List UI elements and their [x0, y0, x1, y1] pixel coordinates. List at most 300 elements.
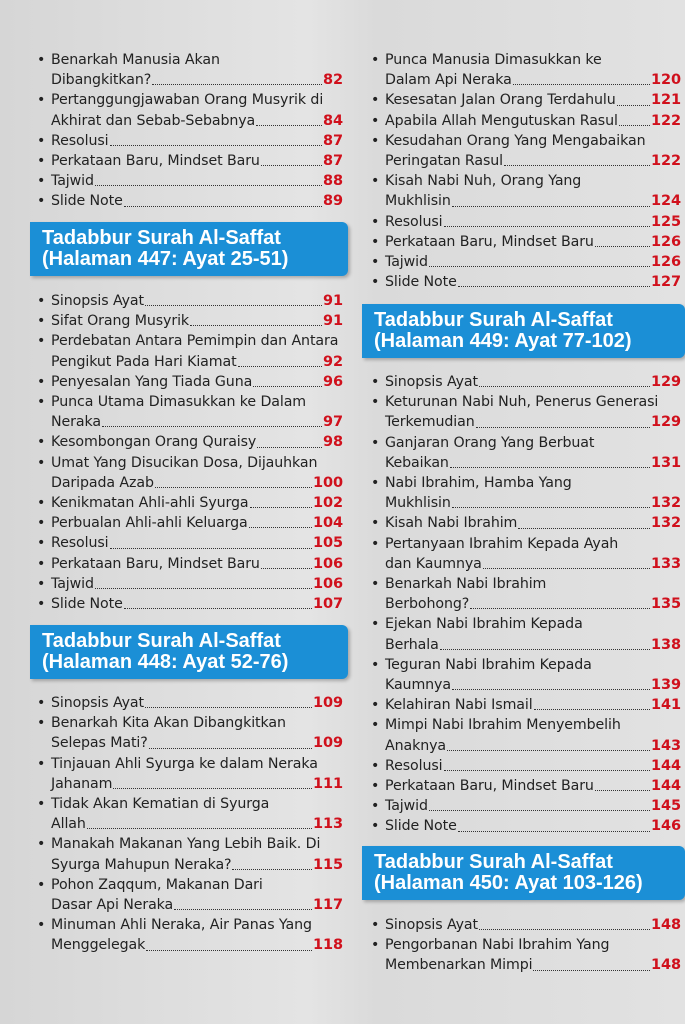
- page-number: 144: [651, 757, 681, 774]
- dot-leader: [110, 145, 323, 146]
- toc-list: [350, 50, 685, 292]
- page-number: 109: [313, 735, 343, 752]
- bullet-icon: •: [37, 52, 46, 68]
- toc-entry: [365, 111, 681, 131]
- bullet-icon: •: [371, 92, 380, 109]
- toc-entry: [31, 191, 343, 211]
- bullet-icon: •: [37, 495, 46, 512]
- entry-title: Perkataan Baru, Mindset Baru: [385, 233, 594, 250]
- entry-title: Kesombongan Orang Quraisy: [51, 434, 257, 451]
- page-number: 91: [323, 313, 343, 330]
- page-number: 132: [651, 495, 681, 512]
- entry-title: Sinopsis Ayat: [385, 374, 478, 390]
- page-number: 92: [323, 353, 343, 370]
- page-number: 120: [651, 72, 681, 89]
- dot-leader: [232, 869, 312, 870]
- bullet-icon: •: [37, 173, 46, 190]
- page-number: 82: [323, 72, 343, 89]
- dot-leader: [479, 929, 650, 930]
- page-number: 122: [651, 153, 681, 170]
- entry-title: Membenarkan Mimpi: [385, 957, 533, 974]
- entry-title: Mimpi Nabi Ibrahim Menyembelih: [385, 717, 621, 734]
- entry-title: Tajwid: [51, 575, 94, 592]
- entry-title: Benarkah Kita Akan Dibangkitkan: [51, 715, 286, 732]
- entry-title: Ganjaran Orang Yang Berbuat: [385, 434, 595, 451]
- bullet-icon: •: [371, 213, 380, 230]
- bullet-icon: •: [371, 697, 380, 714]
- entry-title: Peringatan Rasul: [385, 153, 503, 170]
- page-number: 104: [313, 515, 343, 532]
- entry-title: Keturunan Nabi Nuh, Penerus Generasi: [385, 394, 659, 411]
- page-number: 115: [313, 856, 343, 873]
- dot-leader: [452, 507, 650, 508]
- entry-title: Resolusi: [385, 757, 443, 774]
- entry-title: Perbualan Ahli-ahli Keluarga: [51, 515, 248, 532]
- entry-title: Kebaikan: [385, 454, 449, 471]
- toc-entry: [31, 754, 343, 794]
- toc-entry: [365, 433, 681, 473]
- toc-entry: [365, 776, 681, 796]
- dot-leader: [429, 810, 650, 811]
- page-number: 135: [651, 596, 681, 613]
- bullet-icon: •: [371, 254, 380, 271]
- bullet-icon: •: [371, 616, 380, 633]
- page-number: 146: [651, 818, 681, 835]
- entry-title: Pertanggungjawaban Orang Musyrik di: [51, 92, 324, 109]
- dot-leader: [429, 266, 650, 267]
- dot-leader: [261, 568, 312, 569]
- entry-title: Kesesatan Jalan Orang Terdahulu: [385, 92, 616, 109]
- bullet-icon: •: [37, 836, 46, 853]
- page-number: 105: [313, 535, 343, 552]
- dot-leader: [256, 125, 322, 126]
- toc-entry: [365, 513, 681, 533]
- toc-entry: [31, 713, 343, 753]
- dot-leader: [479, 386, 650, 387]
- dot-leader: [447, 750, 650, 751]
- page-number: 125: [651, 213, 681, 230]
- page-number: 109: [313, 695, 343, 711]
- toc-entry: [365, 614, 681, 654]
- toc-entry: [31, 291, 343, 311]
- toc-entry: [31, 50, 343, 90]
- entry-title: Tinjauan Ahli Syurga ke dalam Neraka: [51, 755, 318, 772]
- page-number: 89: [323, 193, 343, 210]
- entry-title: Ejekan Nabi Ibrahim Kepada: [385, 616, 583, 633]
- toc-list: [0, 50, 350, 212]
- entry-title: Perdebatan Antara Pemimpin dan Antara: [51, 333, 339, 350]
- toc-list: [0, 291, 350, 614]
- toc-entry: [365, 715, 681, 755]
- bullet-icon: •: [37, 917, 46, 934]
- bullet-icon: •: [37, 575, 46, 592]
- bullet-icon: •: [371, 132, 380, 149]
- toc-entry: [31, 90, 343, 130]
- entry-title: Perkataan Baru, Mindset Baru: [51, 153, 260, 170]
- entry-title: Apabila Allah Mengutuskan Rasul: [385, 112, 618, 129]
- toc-entry: [365, 392, 681, 432]
- page-number: 91: [323, 293, 343, 309]
- toc-entry: [365, 534, 681, 574]
- page-number: 138: [651, 636, 681, 653]
- dot-leader: [249, 527, 312, 528]
- toc-entry: [31, 372, 343, 392]
- toc-entry: [31, 693, 343, 713]
- entry-title: Resolusi: [51, 132, 109, 149]
- bullet-icon: •: [37, 132, 46, 149]
- page-number: 131: [651, 454, 681, 471]
- toc-entry: [31, 834, 343, 874]
- dot-leader: [444, 226, 651, 227]
- entry-title: dan Kaumnya: [385, 555, 482, 572]
- toc-entry: [365, 695, 681, 715]
- page-number: 148: [651, 957, 681, 974]
- entry-title: Tajwid: [51, 173, 94, 190]
- toc-entry: [31, 594, 343, 614]
- dot-leader: [261, 165, 322, 166]
- bullet-icon: •: [37, 796, 46, 813]
- entry-title: Kesudahan Orang Yang Mengabaikan: [385, 132, 646, 149]
- section-header: [30, 222, 348, 276]
- bullet-icon: •: [37, 313, 46, 330]
- page-number: 129: [651, 374, 681, 390]
- dot-leader: [595, 790, 650, 791]
- dot-leader: [257, 447, 322, 448]
- toc-entry: [31, 513, 343, 533]
- dot-leader: [95, 185, 322, 186]
- toc-entry: [365, 252, 681, 272]
- section-subtitle: (Halaman 447: Ayat 25-51): [42, 248, 289, 270]
- dot-leader: [250, 507, 313, 508]
- toc-list: [350, 372, 685, 837]
- page-number: 106: [313, 555, 343, 572]
- bullet-icon: •: [371, 717, 380, 734]
- page-number: 126: [651, 254, 681, 271]
- toc-entry: [365, 131, 681, 171]
- entry-title: Teguran Nabi Ibrahim Kepada: [385, 656, 592, 673]
- entry-title: Sifat Orang Musyrik: [51, 313, 190, 330]
- toc-entry: [31, 875, 343, 915]
- toc-entry: [365, 272, 681, 292]
- entry-title: Sinopsis Ayat: [51, 695, 144, 711]
- toc-entry: [365, 816, 681, 836]
- section-header: [30, 625, 348, 679]
- page-number: 141: [651, 697, 681, 714]
- bullet-icon: •: [37, 876, 46, 893]
- bullet-icon: •: [371, 434, 380, 451]
- dot-leader: [534, 709, 650, 710]
- toc-list: [0, 693, 350, 956]
- entry-title: Daripada Azab: [51, 474, 154, 491]
- entry-title: Berbohong?: [385, 596, 470, 613]
- dot-leader: [253, 386, 322, 387]
- bullet-icon: •: [371, 818, 380, 835]
- page-number: 96: [323, 373, 343, 390]
- bullet-icon: •: [37, 373, 46, 390]
- bullet-icon: •: [37, 515, 46, 532]
- entry-title: Kaumnya: [385, 677, 451, 694]
- page-number: 97: [323, 414, 343, 431]
- entry-title: Dasar Api Neraka: [51, 897, 174, 914]
- entry-title: Neraka: [51, 414, 101, 431]
- toc-entry: [31, 392, 343, 432]
- page-number: 143: [651, 737, 681, 754]
- dot-leader: [476, 427, 650, 428]
- dot-leader: [518, 528, 650, 529]
- dot-leader: [102, 426, 322, 427]
- dot-leader: [152, 84, 322, 85]
- page-number: 88: [323, 173, 343, 190]
- entry-title: Syurga Mahupun Neraka?: [51, 856, 232, 873]
- entry-title: Punca Manusia Dimasukkan ke: [385, 52, 602, 68]
- dot-leader: [450, 467, 650, 468]
- toc-entry: [31, 131, 343, 151]
- bullet-icon: •: [37, 92, 46, 109]
- section-header: [362, 846, 685, 900]
- entry-title: Penyesalan Yang Tiada Guna: [51, 373, 253, 390]
- entry-title: Punca Utama Dimasukkan ke Dalam: [51, 394, 307, 411]
- section-title: Tadabbur Surah Al-Saffat: [374, 309, 613, 331]
- entry-title: Allah: [51, 816, 86, 833]
- entry-title: Minuman Ahli Neraka, Air Panas Yang: [51, 917, 312, 934]
- toc-list: [350, 915, 685, 976]
- dot-leader: [452, 206, 650, 207]
- entry-title: Perkataan Baru, Mindset Baru: [385, 778, 594, 795]
- dot-leader: [444, 770, 651, 771]
- entry-title: Pertanyaan Ibrahim Kepada Ayah: [385, 535, 619, 552]
- bullet-icon: •: [371, 515, 380, 532]
- entry-title: Pohon Zaqqum, Makanan Dari: [51, 876, 263, 893]
- page-number: 124: [651, 193, 681, 210]
- toc-entry: [365, 574, 681, 614]
- page-number: 139: [651, 677, 681, 694]
- bullet-icon: •: [37, 695, 46, 711]
- dot-leader: [470, 608, 650, 609]
- bullet-icon: •: [371, 798, 380, 815]
- toc-entry: [365, 935, 681, 975]
- toc-entry: [365, 372, 681, 392]
- dot-leader: [124, 206, 322, 207]
- entry-title: Perkataan Baru, Mindset Baru: [51, 555, 260, 572]
- bullet-icon: •: [37, 394, 46, 411]
- entry-title: Anaknya: [385, 737, 446, 754]
- page-number: 144: [651, 778, 681, 795]
- section-subtitle: (Halaman 448: Ayat 52-76): [42, 651, 289, 673]
- dot-leader: [145, 305, 322, 306]
- entry-title: Slide Note: [385, 274, 457, 291]
- toc-entry: [31, 311, 343, 331]
- toc-entry: [31, 574, 343, 594]
- dot-leader: [483, 568, 650, 569]
- dot-leader: [145, 707, 312, 708]
- toc-entry: [365, 473, 681, 513]
- page-number: 98: [323, 434, 343, 451]
- bullet-icon: •: [371, 52, 380, 68]
- entry-title: Kisah Nabi Nuh, Orang Yang: [385, 173, 582, 190]
- dot-leader: [452, 689, 650, 690]
- page-number: 127: [651, 274, 681, 291]
- bullet-icon: •: [37, 193, 46, 210]
- entry-title: Resolusi: [51, 535, 109, 552]
- toc-entry: [365, 212, 681, 232]
- entry-title: Dibangkitkan?: [51, 72, 152, 89]
- section-subtitle: (Halaman 449: Ayat 77-102): [374, 330, 632, 352]
- toc-entry: [31, 554, 343, 574]
- entry-title: Resolusi: [385, 213, 443, 230]
- entry-title: Mukhlisin: [385, 495, 451, 512]
- section-title: Tadabbur Surah Al-Saffat: [374, 851, 613, 873]
- dot-leader: [504, 165, 650, 166]
- bullet-icon: •: [37, 293, 46, 309]
- toc-entry: [365, 90, 681, 110]
- page-number: 145: [651, 798, 681, 815]
- entry-title: Berhala: [385, 636, 439, 653]
- dot-leader: [113, 788, 312, 789]
- section-title: Tadabbur Surah Al-Saffat: [42, 227, 281, 249]
- dot-leader: [513, 84, 650, 85]
- bullet-icon: •: [371, 535, 380, 552]
- toc-entry: [365, 50, 681, 90]
- toc-entry: [365, 756, 681, 776]
- bullet-icon: •: [371, 576, 380, 593]
- entry-title: Pengikut Pada Hari Kiamat: [51, 353, 237, 370]
- entry-title: Benarkah Manusia Akan: [51, 52, 220, 68]
- toc-entry: [31, 493, 343, 513]
- dot-leader: [174, 909, 312, 910]
- entry-title: Pengorbanan Nabi Ibrahim Yang: [385, 937, 610, 954]
- bullet-icon: •: [371, 394, 380, 411]
- page-number: 100: [313, 474, 343, 491]
- toc-entry: [31, 432, 343, 452]
- bullet-icon: •: [37, 333, 46, 350]
- bullet-icon: •: [37, 535, 46, 552]
- entry-title: Kenikmatan Ahli-ahli Syurga: [51, 495, 249, 512]
- dot-leader: [440, 649, 650, 650]
- toc-entry: [31, 151, 343, 171]
- section-header: [362, 304, 685, 358]
- entry-title: Manakah Makanan Yang Lebih Baik. Di: [51, 836, 321, 853]
- entry-title: Slide Note: [51, 193, 123, 210]
- entry-title: Menggelegak: [51, 937, 146, 954]
- section-title: Tadabbur Surah Al-Saffat: [42, 630, 281, 652]
- toc-entry: [31, 331, 343, 371]
- page-number: 118: [313, 937, 343, 954]
- bullet-icon: •: [371, 917, 380, 933]
- dot-leader: [190, 325, 322, 326]
- bullet-icon: •: [371, 475, 380, 492]
- page-number: 126: [651, 233, 681, 250]
- bullet-icon: •: [371, 778, 380, 795]
- bullet-icon: •: [371, 757, 380, 774]
- bullet-icon: •: [371, 233, 380, 250]
- entry-title: Mukhlisin: [385, 193, 451, 210]
- entry-title: Sinopsis Ayat: [385, 917, 478, 933]
- entry-title: Tajwid: [385, 254, 428, 271]
- dot-leader: [458, 831, 650, 832]
- entry-title: Nabi Ibrahim, Hamba Yang: [385, 475, 572, 492]
- dot-leader: [533, 970, 650, 971]
- page-number: 113: [313, 816, 343, 833]
- dot-leader: [619, 125, 650, 126]
- page-number: 148: [651, 917, 681, 933]
- entry-title: Benarkah Nabi Ibrahim: [385, 576, 547, 593]
- section-subtitle: (Halaman 450: Ayat 103-126): [374, 872, 643, 894]
- page-number: 117: [313, 897, 343, 914]
- toc-entry: [31, 915, 343, 955]
- entry-title: Jahanam: [51, 775, 113, 792]
- toc-entry: [365, 655, 681, 695]
- toc-entry: [31, 533, 343, 553]
- dot-leader: [149, 748, 312, 749]
- bullet-icon: •: [37, 755, 46, 772]
- dot-leader: [124, 608, 312, 609]
- page-number: 122: [651, 112, 681, 129]
- page-number: 129: [651, 414, 681, 431]
- bullet-icon: •: [37, 434, 46, 451]
- bullet-icon: •: [37, 153, 46, 170]
- dot-leader: [110, 548, 313, 549]
- page-number: 133: [651, 555, 681, 572]
- dot-leader: [95, 588, 312, 589]
- bullet-icon: •: [371, 656, 380, 673]
- bullet-icon: •: [371, 374, 380, 390]
- dot-leader: [458, 286, 650, 287]
- entry-title: Slide Note: [385, 818, 457, 835]
- entry-title: Sinopsis Ayat: [51, 293, 144, 309]
- page-number: 84: [323, 112, 343, 129]
- entry-title: Selepas Mati?: [51, 735, 148, 752]
- entry-title: Slide Note: [51, 596, 123, 613]
- bullet-icon: •: [37, 454, 46, 471]
- entry-title: Tidak Akan Kematian di Syurga: [51, 796, 270, 813]
- page-number: 102: [313, 495, 343, 512]
- toc-entry: [365, 796, 681, 816]
- entry-title: Umat Yang Disucikan Dosa, Dijauhkan: [51, 454, 318, 471]
- bullet-icon: •: [371, 112, 380, 129]
- dot-leader: [155, 487, 312, 488]
- page-number: 121: [651, 92, 681, 109]
- entry-title: Akhirat dan Sebab-Sebabnya: [51, 112, 256, 129]
- entry-title: Kelahiran Nabi Ismail: [385, 697, 533, 714]
- bullet-icon: •: [371, 173, 380, 190]
- bullet-icon: •: [371, 274, 380, 291]
- page-number: 87: [323, 132, 343, 149]
- toc-entry: [365, 915, 681, 935]
- dot-leader: [238, 366, 322, 367]
- page-number: 107: [313, 596, 343, 613]
- bullet-icon: •: [371, 937, 380, 954]
- toc-entry: [365, 232, 681, 252]
- dot-leader: [617, 105, 650, 106]
- toc-entry: [31, 453, 343, 493]
- dot-leader: [146, 950, 312, 951]
- toc-entry: [31, 171, 343, 191]
- dot-leader: [87, 828, 312, 829]
- bullet-icon: •: [37, 715, 46, 732]
- page-number: 87: [323, 153, 343, 170]
- dot-leader: [595, 246, 650, 247]
- toc-entry: [365, 171, 681, 211]
- page-number: 111: [313, 775, 343, 792]
- entry-title: Tajwid: [385, 798, 428, 815]
- bullet-icon: •: [37, 555, 46, 572]
- entry-title: Kisah Nabi Ibrahim: [385, 515, 518, 532]
- page-number: 132: [651, 515, 681, 532]
- page-number: 106: [313, 575, 343, 592]
- bullet-icon: •: [37, 596, 46, 613]
- entry-title: Terkemudian: [385, 414, 475, 431]
- toc-entry: [31, 794, 343, 834]
